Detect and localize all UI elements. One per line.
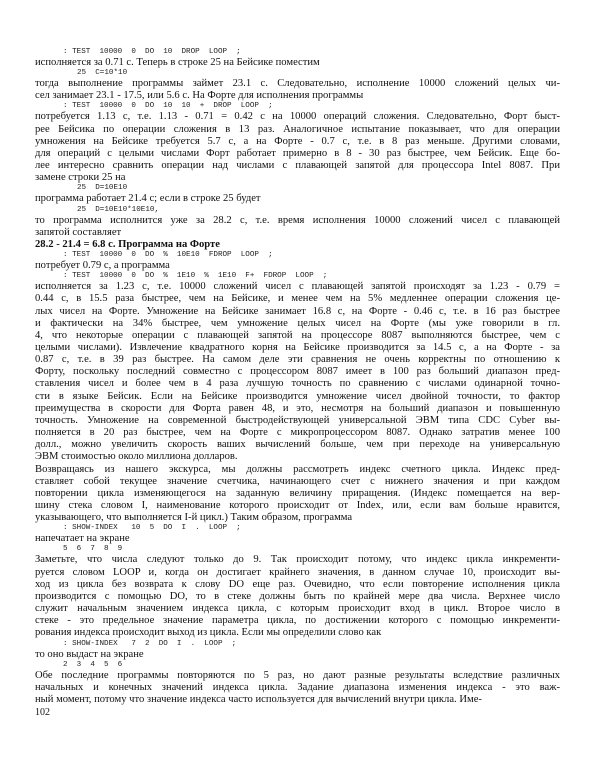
- code-listing: [35, 251, 560, 260]
- paragraph: [35, 533, 560, 545]
- paragraph: [35, 649, 560, 661]
- text-line: ход из цикла без возврата к слову DO еще раз. Очевидно, что если повторение исполнения цикла: [35, 578, 560, 590]
- page-content: [35, 48, 560, 706]
- paragraph: [35, 78, 560, 102]
- text-line: запятой составляет: [35, 226, 122, 238]
- text-line: 4, что некоторые операции с плавающей запятой на процессоре 8087 выполняются быстрее, чем с: [35, 329, 560, 341]
- text-line: умножения на Бейсике требуется 5.7 с, а на Форте - 0.7 с, т.е. в 8 раз меньше. Другими словами,: [35, 135, 560, 147]
- text-line: повторении цикла изменяющегося на заданную величину приращения. (Индекс помещается на вер-: [35, 487, 560, 499]
- text-line: потребуется 1.13 с, т.е. 1.13 - 0.71 = 0.42 с на 10000 операций сложения. Следовательно, Форт быст-: [35, 111, 560, 123]
- text-line: и фактически на 34% быстрее, чем умножение целых чисел на Форте (мы уже говорили в гл.: [35, 317, 560, 329]
- code-line: : TEST 10000 0 DO 10 DROP LOOP ;: [63, 48, 241, 56]
- paragraph: [35, 215, 560, 239]
- code-listing: [35, 524, 560, 533]
- text-line: 0.87 с, т.е. в 39 раз быстрее. На самом деле эти сравнения не очень корректны по отношению к: [35, 354, 560, 366]
- text-line: стеке - это предельное значение параметра цикла, по достижении которого с помощью инкременти-: [35, 615, 560, 627]
- code-line: : TEST 10000 0 DO 10 10 + DROP LOOP ;: [63, 102, 273, 111]
- text-line: ЭВМ стоимостью около миллиона долларов.: [35, 451, 238, 463]
- code-line: : TEST 10000 0 DO % 10E10 FDROP LOOP ;: [63, 251, 273, 260]
- text-line: исполняется за 0.71 с. Теперь в строке 25 на Бейсике поместим: [35, 57, 320, 68]
- paragraph: [35, 193, 560, 205]
- text-line: сти в языке Бейсик. Если на Бейсике производится умножение чисел двойной точности, то фактор: [35, 390, 560, 402]
- code-listing: [35, 272, 560, 281]
- text-line: Заметьте, что числа следуют только до 9. Так происходит потому, что индекс цикла инкременти-: [35, 554, 560, 566]
- code-line: : TEST 10000 0 DO % 1E10 % 1E10 F+ FDROP LOOP ;: [63, 272, 328, 281]
- text-line: ставляет собой текущее значение счетчика, начинающего счет с нижнего значения и при каждом: [35, 475, 560, 487]
- text-line: лее интересно сравнить операции над числами с плавающей запятой для процессора Intel 8087. При: [35, 160, 560, 172]
- paragraph: [35, 111, 560, 184]
- code-line: 25 D=10E10*10E10,: [77, 205, 160, 214]
- text-line: 28.2 - 21.4 = 6.8 с. Программа на Форте: [35, 238, 220, 250]
- paragraph: [35, 554, 560, 639]
- text-line: сел занимает 23.1 - 17.5, или 5.6 с. На Форте для исполнения программы: [35, 90, 364, 102]
- text-line: преимущества в скорости для Форта равен 48, и это, несмотря на больший диапазон и повышенную: [35, 402, 560, 414]
- paragraph: [35, 239, 560, 251]
- text-line: ставления чисел и более чем в 4 раза лучшую точность по сравнению с числами одинарной точно-: [35, 378, 560, 390]
- text-line: тогда выполнение программы займет 23.1 с. Следовательно, исполнение 10000 сложений целых чи-: [35, 78, 560, 90]
- paragraph: [35, 670, 560, 706]
- text-line: Форту, поскольку последний совместно с процессором 8087 имеет в 100 раз больший диапазон пред-: [35, 366, 560, 378]
- text-line: ный момент, потому что значение индекса часто используется для вычислений внутри цикла. Име-: [35, 694, 482, 706]
- code-listing: [35, 69, 560, 78]
- text-line: потребует 0.79 с, а программа: [35, 260, 170, 272]
- text-line: программа работает 21.4 с; если в строке 25 будет: [35, 193, 261, 205]
- code-listing: [35, 545, 560, 554]
- text-line: целыми числами). Извлечение квадратного корня на Бейсике производится за 14.5 с, а на Форте - за: [35, 341, 560, 353]
- code-listing: [35, 102, 560, 111]
- text-line: долл., можно увеличить скорость ваших вычислений больше, чем при переходе на универсальную: [35, 439, 560, 451]
- text-line: напечатает на экране: [35, 533, 130, 545]
- text-line: начальных и конечных значений индекса цикла. Задание диапазона изменения индекса - это важ-: [35, 681, 560, 693]
- page-number: 102: [35, 707, 50, 718]
- code-listing: [35, 48, 560, 57]
- code-line: : SHOW-INDEX 10 5 DO I . LOOP ;: [63, 524, 241, 533]
- text-line: замене строки 25 на: [35, 172, 126, 184]
- text-line: производится с помощью DO, то в стеке должны быть по крайней мере два числа. Верхнее число: [35, 590, 560, 602]
- code-line: 25 D=10E10: [77, 184, 128, 193]
- text-line: исполняется за 1.23 с, т.е. 10000 сложений чисел с плавающей запятой происходят за 1.23 - 0.79 =: [35, 281, 560, 293]
- paragraph: [35, 260, 560, 272]
- text-line: полняется в 20 раз быстрее, чем на Форте с микропроцессором 8087. Однако затратив менее 100: [35, 427, 560, 439]
- code-line: 25 C=10*10: [77, 69, 128, 78]
- text-line: служит начальным значением индекса цикла, с которым происходит вход в цикл. Второе число в: [35, 603, 560, 615]
- text-line: то программа исполнится уже за 28.2 с, т.е. время исполнения 10000 сложений чисел с плавающей: [35, 214, 560, 226]
- text-line: Обе последние программы повторяются по 5 раз, но дают разные результаты вследствие различных: [35, 669, 560, 681]
- code-line: : SHOW-INDEX 7 2 DO I . LOOP ;: [63, 639, 237, 648]
- text-line: лых чисел на Форте. Умножение на Бейсике занимает 16.8 с, на Форте - 0.46 с, т.е. в 16 раз быстрее: [35, 305, 560, 317]
- text-line: рования индекса происходит выход из цикла. Если мы определили слово как: [35, 627, 382, 639]
- paragraph: [35, 281, 560, 463]
- code-listing: [35, 184, 560, 193]
- code-line: 5 6 7 8 9: [63, 545, 123, 554]
- text-line: точность. Умножение на современной быстродействующей универсальной ЭВМ типа CDC Cyber вы-: [35, 414, 560, 426]
- text-line: Возвращаясь из нашего экскурса, мы должны рассмотреть индекс счетного цикла. Индекс пред-: [35, 463, 560, 475]
- paragraph: [35, 464, 560, 525]
- text-line: руется словом LOOP и, когда он достигает крайнего значения, в данном случае 10, происходит вы-: [35, 566, 560, 578]
- text-line: указывающего, что выполняется I-й цикл.) Таким образом, программа: [35, 512, 353, 524]
- text-line: рее Бейсика по операции сложения в 13 раз. Аналогичное испытание показывает, что для операции: [35, 123, 560, 135]
- code-listing: [35, 206, 560, 215]
- text-line: шину стека словом I, наименование которого происходит от Index, или, если вам больше нравится,: [35, 500, 560, 511]
- paragraph: [35, 57, 560, 69]
- code-listing: [35, 661, 560, 670]
- code-line: 2 3 4 5 6: [63, 660, 123, 669]
- code-listing: [35, 640, 560, 649]
- text-line: то оно выдаст на экране: [35, 648, 144, 660]
- text-line: 0.44 с, в 15.5 раза быстрее, чем на Бейсике, и менее чем на 5% медленнее операции сложения це-: [35, 293, 560, 305]
- text-line: для операций с целыми числами Форт работает примерно в 8 - 30 раз быстрее, чем Бейсик. Еще бо-: [35, 147, 560, 159]
